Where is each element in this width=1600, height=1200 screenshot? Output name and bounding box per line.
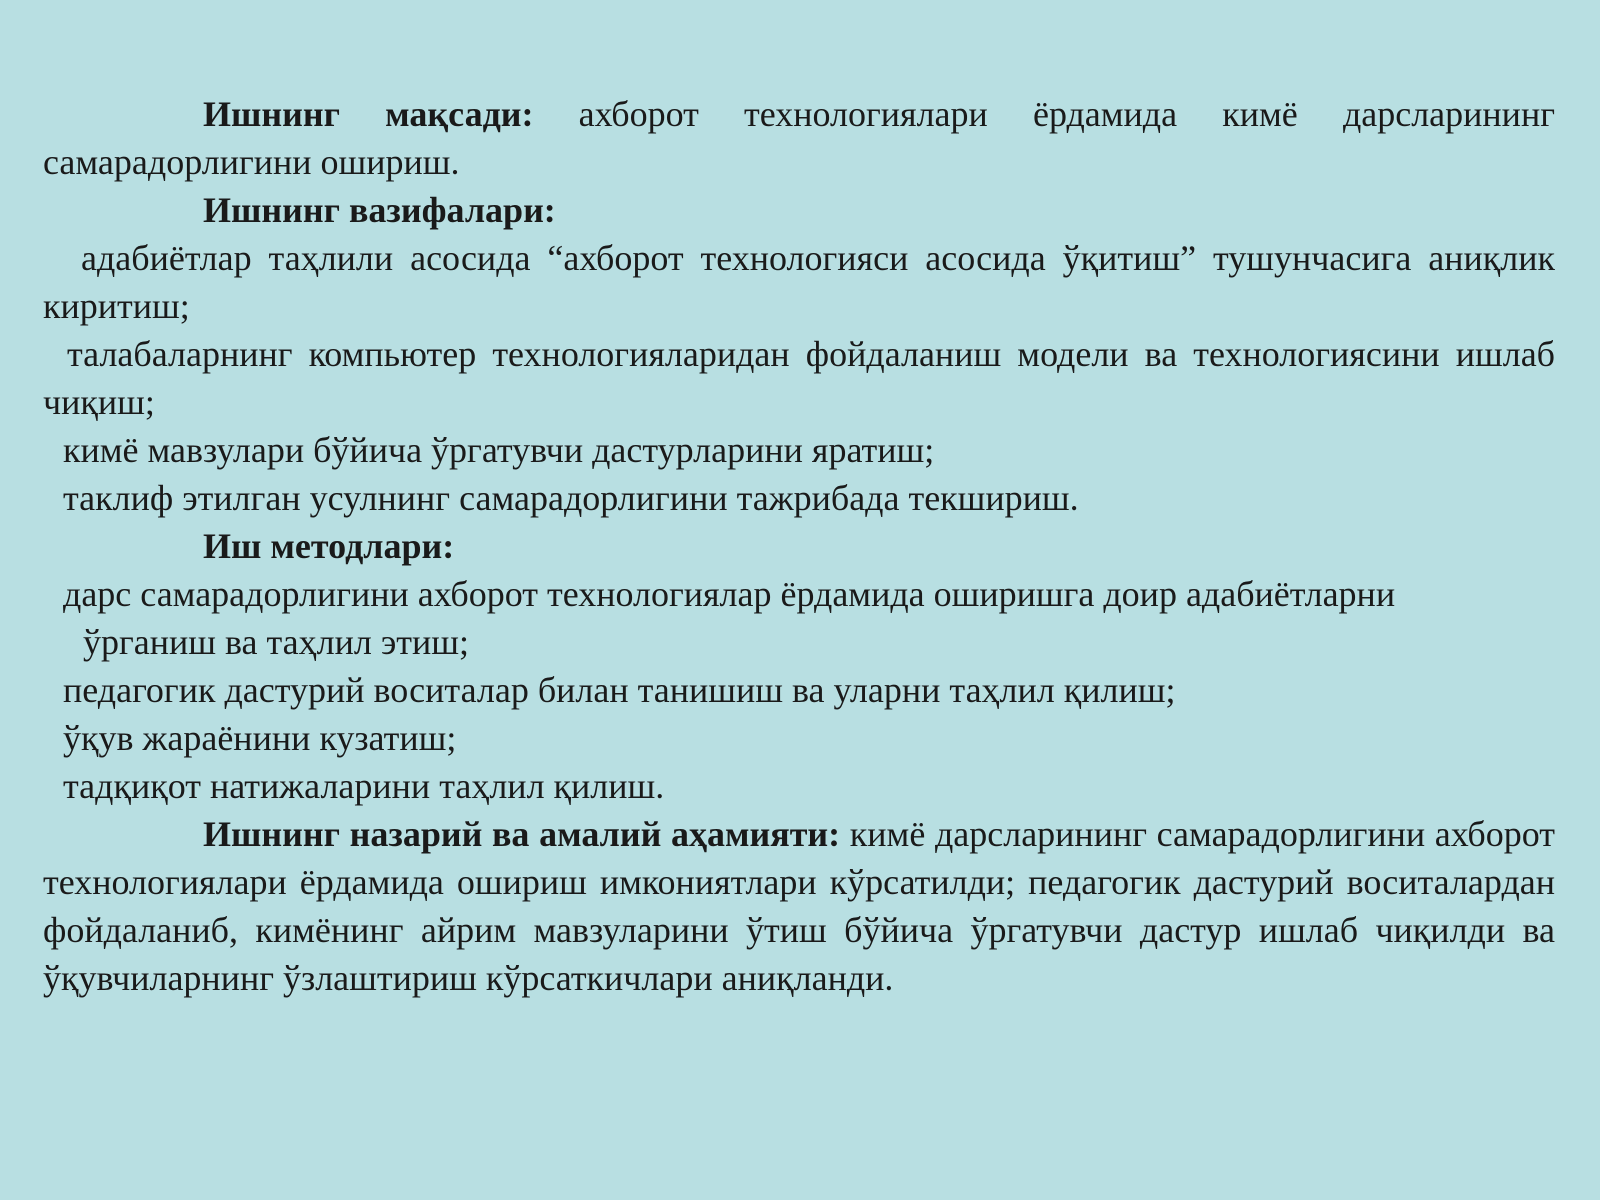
methods-heading: Иш методлари: [203,526,455,566]
task-item: адабиётлар таҳлили асосида “ахборот технологияси асосида ўқитиш” тушунчасига аниқлик киритиш; [43,238,1555,326]
significance-label: Ишнинг назарий ва амалий аҳамияти: [203,814,841,854]
task-item: кимё мавзулари бўйича ўргатувчи дастурларини яратиш; [63,430,935,470]
tasks-heading: Ишнинг вазифалари: [203,190,556,230]
task-item: талабаларнинг компьютер технологияларидан фойдаланиш модели ва технологиясини ишлаб чиқиш; [43,334,1555,422]
method-item: ўқув жараёнини кузатиш; [63,718,457,758]
goal-label: Ишнинг мақсади: [203,94,534,134]
task-item: таклиф этилган усулнинг самарадорлигини тажрибада текшириш. [63,478,1079,518]
goal-text: ахборот технологиялари ёрдамида кимё дарсларининг самарадорлигини ошириш. [43,94,1555,182]
goal-paragraph [43,90,1555,186]
method-item-line2: ўрганиш ва таҳлил этиш; [83,622,470,662]
method-item: тадқиқот натижаларини таҳлил қилиш. [63,766,665,806]
method-item-line1: дарс самарадорлигини ахборот технологиялар ёрдамида оширишга доир адабиётларни [63,574,1396,614]
method-item: педагогик дастурий воситалар билан танишиш ва уларни таҳлил қилиш; [63,670,1176,710]
significance-paragraph [43,810,1555,1002]
significance-text: кимё дарсларининг самарадорлигини ахборот технологиялари ёрдамида ошириш имкониятлари кўрсатилди; педагогик дастурий воситалардан фойдаланиб, кимёнинг айрим мавзуларини ўтиш бўйича ўргатувчи дастур ишлаб чиқилди ва ўқувчиларнинг ўзлаштириш кўрсаткичлари аниқланди. [43,814,1555,998]
